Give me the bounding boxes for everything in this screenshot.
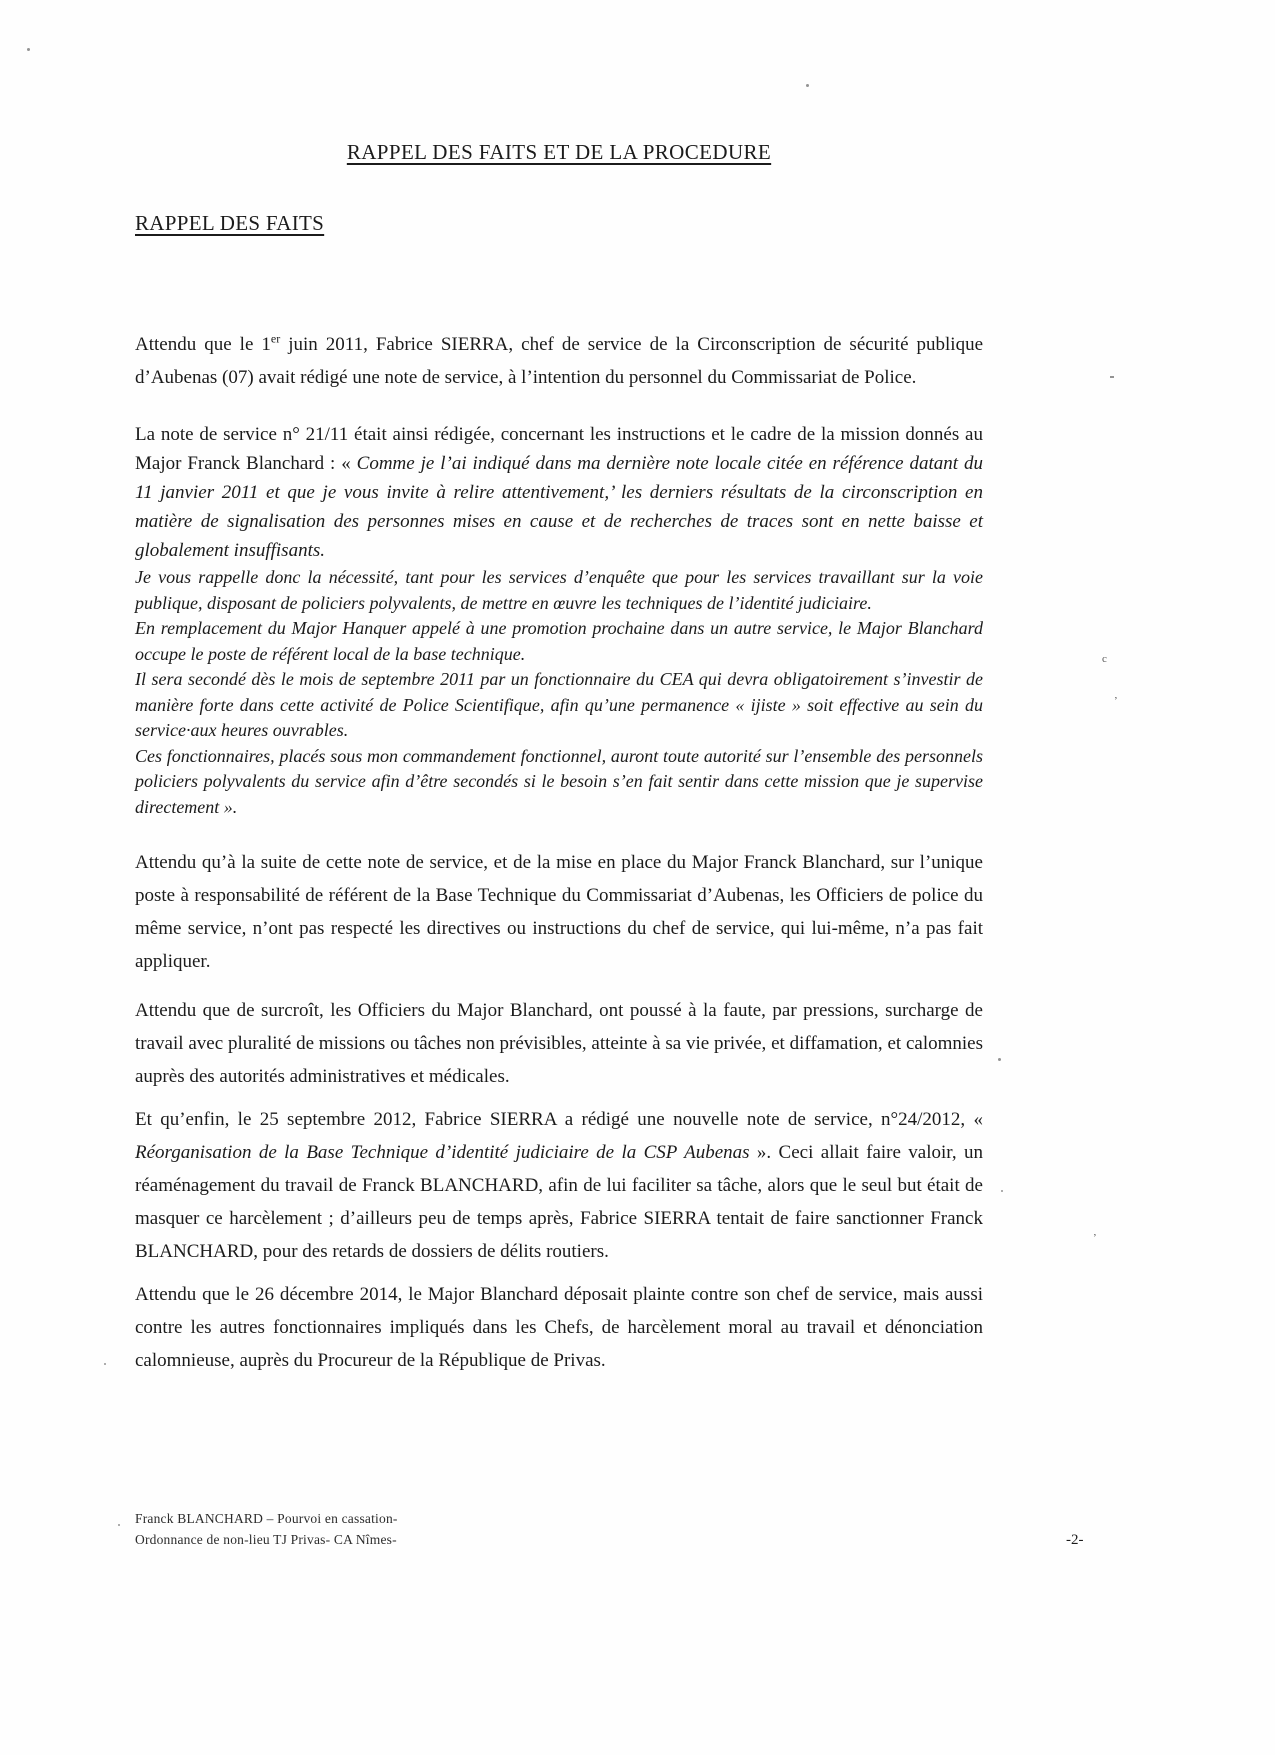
scan-speckle (104, 1363, 106, 1365)
scan-speckle (806, 84, 809, 87)
text-run: ». Ceci allait faire valoir, un réaménagement du travail de Franck BLANCHARD, afin de lui faciliter sa tâche, alors que le seul but était de masquer ce harcèlement ; d’ailleurs peu de temps après, Fabrice SIERRA tentait de faire sanctionner Franck BLANCHARD, pour des retards de dossiers de délits routiers. (135, 1142, 983, 1262)
scan-mark: c (1102, 653, 1107, 665)
scan-speckle (1110, 376, 1114, 378)
page-number: -2- (1066, 1532, 1084, 1548)
quote-line-remplacement-major: En remplacement du Major Hanquer appelé à une promotion prochaine dans un autre service, le Major Blanchard occupe le poste de référent local de la base technique. (135, 618, 983, 664)
text-run: juin 2011, Fabrice SIERRA, chef de service de la Circonscription de sécurité publique d’Aubenas (07) avait rédigé une note de service, à l’intention du personnel du Commissariat de Police. (135, 334, 983, 388)
footer-case-line: Franck BLANCHARD – Pourvoi en cassation- (135, 1511, 398, 1526)
quote-line-commandement: Ces fonctionnaires, placés sous mon commandement fonctionnel, auront toute autorité sur l’ensemble des personnels policiers polyvalents du service afin d’être secondés si le besoin s’en fait sentir dans cette mission que je supervise directement ». (135, 745, 983, 817)
scan-mark: ’ (1114, 695, 1118, 707)
text-run: Et qu’enfin, le 25 septembre 2012, Fabrice SIERRA a rédigé une nouvelle note de service, n°24/2012, « (135, 1109, 983, 1130)
ordinal-superscript: er (270, 331, 281, 346)
paragraph-attendu-plainte: Attendu que le 26 décembre 2014, le Major Blanchard déposait plainte contre son chef de service, mais aussi contre les autres fonctionnaires impliqués dans les Chefs, de harcèlement moral au travail et dénonciation calomnieuse, auprès du Procureur de la République de Privas. (135, 1284, 983, 1371)
scan-speckle (998, 1058, 1001, 1061)
scan-speckle (118, 1524, 120, 1526)
paragraph-note-24-2012 (135, 1103, 983, 1268)
scan-speckle (27, 48, 30, 51)
text-run: La note de service n° 21/11 était ainsi rédigée, concernant les instructions et le cadre de la mission donnés au Major Franck Blanchard : « (135, 424, 983, 474)
paragraph-attendu-note-service (135, 328, 983, 394)
scan-speckle (1001, 1190, 1003, 1192)
quote-line-seconde-cea: Il sera secondé dès le mois de septembre 2011 par un fonctionnaire du CEA qui devra obligatoirement s’investir de manière forte dans cette activité de Police Scientifique, afin qu’une permanence « ijiste » soit effective au sein du service·aux heures ouvrables. (135, 669, 983, 740)
note-title-italic: Réorganisation de la Base Technique d’identité judiciaire de la CSP Aubenas (135, 1142, 750, 1163)
footer (135, 1508, 398, 1550)
document-body (135, 140, 983, 1377)
section-heading: RAPPEL DES FAITS (135, 211, 325, 235)
document-title: RAPPEL DES FAITS ET DE LA PROCEDURE (346, 140, 772, 164)
paragraph-attendu-suite: Attendu qu’à la suite de cette note de service, et de la mise en place du Major Franck Blanchard, sur l’unique poste à responsabilité de référent de la Base Technique du Commissariat d’Aubenas, les Officiers de police du même service, n’ont pas respecté les directives ou instructions du chef de service, qui lui-même, n’a pas fait appliquer. (135, 852, 983, 972)
quote-run: Comme je l’ai indiqué dans ma dernière note locale citée en référence datant du 11 janvier 2011 et que je vous invite à relire attentivement,’ les derniers résultats de la circonscription en matière de signalisation des personnes mises en cause et de recherches de traces sont en nette baisse et globalement insuffisants. (135, 453, 983, 561)
text-run: Attendu que le 1 (135, 334, 271, 355)
quote-line-rappel-necessite: Je vous rappelle donc la nécessité, tant pour les services d’enquête que pour les services travaillant sur la voie publique, disposant de policiers polyvalents, de mettre en œuvre les techniques de l’identité judiciaire. (135, 567, 983, 613)
paragraph-attendu-surcroit: Attendu que de surcroît, les Officiers du Major Blanchard, ont poussé à la faute, par pressions, surcharge de travail avec pluralité de missions ou tâches non prévisibles, atteinte à sa vie privée, et diffamation, et calomnies auprès des autorités administratives et médicales. (135, 1000, 983, 1087)
paragraph-note-21-11 (135, 420, 983, 565)
scan-mark: ’ (1093, 1232, 1097, 1244)
footer-court-line: Ordonnance de non-lieu TJ Privas- CA Nîmes- (135, 1532, 397, 1547)
